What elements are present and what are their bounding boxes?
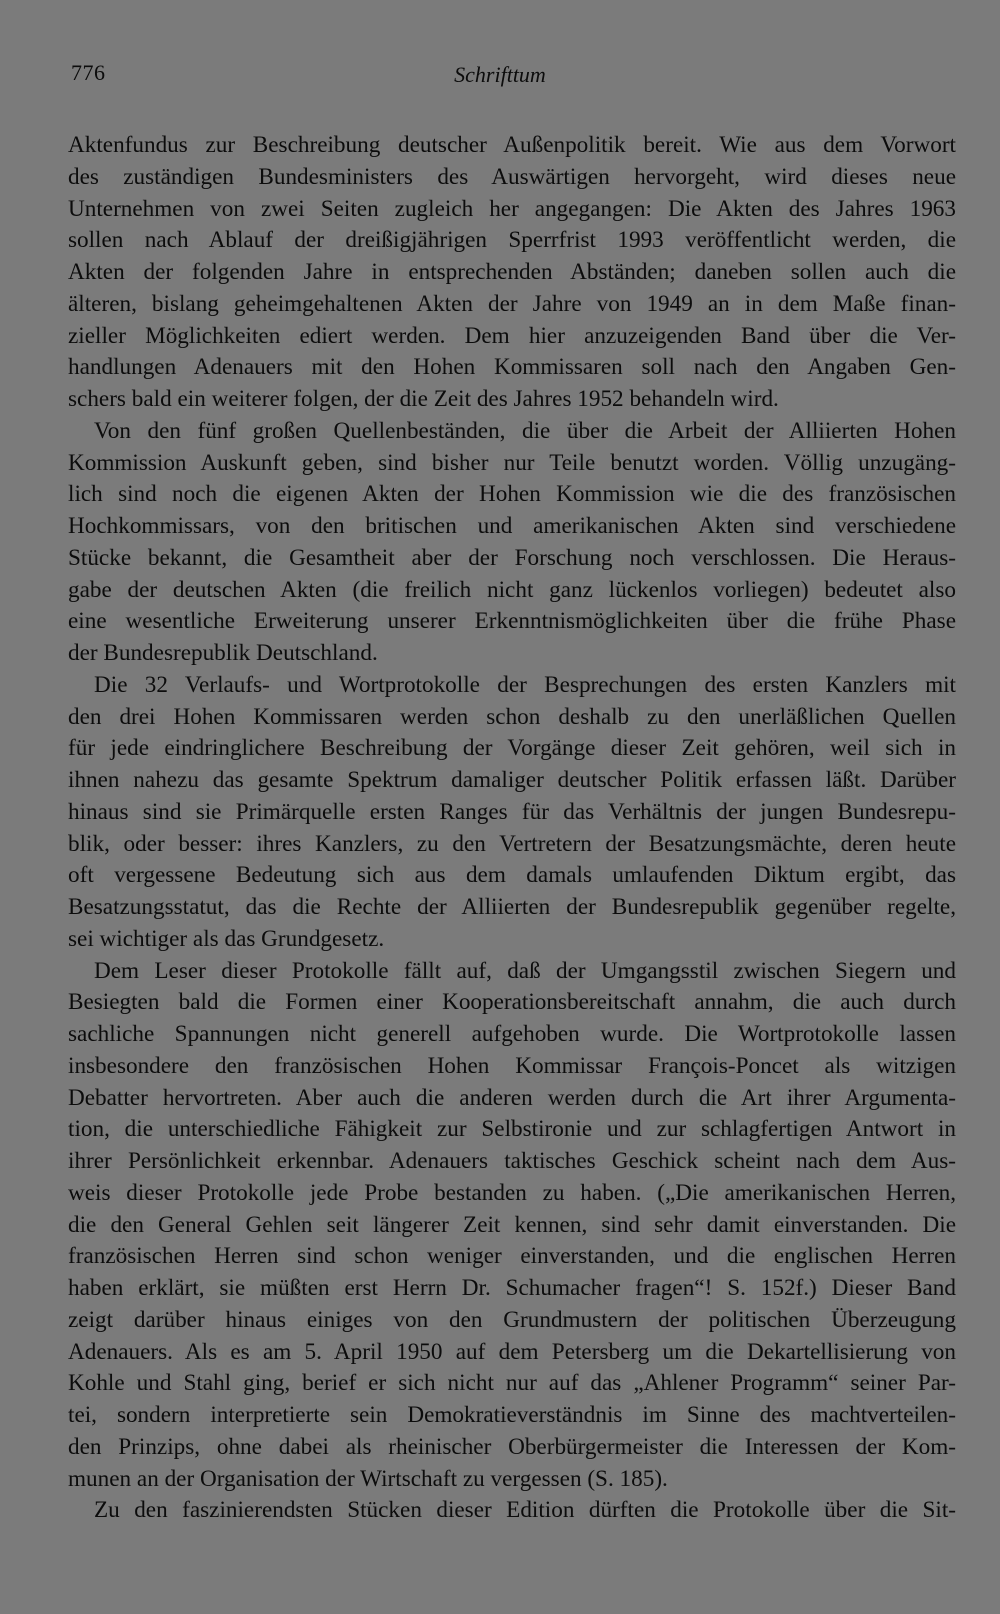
text-line: Kohle und Stahl ging, berief er sich nicht nur auf das „Ahlener Programm“ seiner Par- (68, 1370, 956, 1397)
running-head: Schrifttum (454, 62, 546, 87)
text-line: Kommission Auskunft geben, sind bisher nur Teile benutzt worden. Völlig unzugäng- (68, 449, 956, 476)
text-line: handlungen Adenauers mit den Hohen Kommissaren soll nach den Angaben Gen- (68, 354, 956, 381)
text-line: sei wichtiger als das Grundgesetz. (68, 925, 385, 952)
text-line: Hochkommissars, von den britischen und amerikanischen Akten sind verschiedene (68, 513, 956, 539)
text-line: blik, oder besser: ihres Kanzlers, zu den Vertretern der Besatzungsmächte, deren heute (68, 830, 956, 857)
text-line: zieller Möglichkeiten ediert werden. Dem hier anzuzeigenden Band über die Ver- (68, 322, 956, 349)
text-line: ihnen nahezu das gesamte Spektrum damaliger deutscher Politik erfassen läßt. Darüber (68, 767, 956, 793)
text-line: tei, sondern interpretierte sein Demokratieverständnis im Sinne des machtverteilen- (68, 1402, 956, 1428)
text-line: insbesondere den französischen Hohen Kommissar François-Poncet als witzigen (68, 1052, 956, 1079)
text-line: eine wesentliche Erweiterung unserer Erkenntnismöglichkeiten über die frühe Phase (68, 608, 956, 635)
body-text (68, 130, 956, 1527)
text-line: weis dieser Protokolle jede Probe bestanden zu haben. („Die amerikanischen Herren, (68, 1179, 956, 1206)
text-line: sachliche Spannungen nicht generell aufgehoben wurde. Die Wortprotokolle lassen (68, 1021, 956, 1047)
text-line: Debatter hervortreten. Aber auch die anderen werden durch die Art ihrer Argumenta- (68, 1084, 956, 1111)
text-line: tion, die unterschiedliche Fähigkeit zur Selbstironie und zur schlagfertigen Antwort in (68, 1116, 956, 1143)
text-line: hinaus sind sie Primärquelle ersten Ranges für das Verhältnis der jungen Bundesrepu- (68, 798, 956, 825)
text-line: oft vergessene Bedeutung sich aus dem damals umlaufenden Diktum ergibt, das (68, 862, 956, 889)
text-line: der Bundesrepublik Deutschland. (68, 640, 378, 666)
text-line: Adenauers. Als es am 5. April 1950 auf dem Petersberg um die Dekartellisierung von (68, 1338, 956, 1365)
text-line: französischen Herren sind schon weniger einverstanden, und die englischen Herren (68, 1243, 956, 1270)
text-line: zeigt darüber hinaus einiges von den Grundmustern der politischen Überzeugung (68, 1306, 956, 1333)
text-line: für jede eindringlichere Beschreibung der Vorgänge dieser Zeit gehören, weil sich in (68, 735, 956, 762)
text-line: Zu den faszinierendsten Stücken dieser Edition dürften die Protokolle über die Sit- (94, 1497, 956, 1524)
text-line: schers bald ein weiterer folgen, der die Zeit des Jahres 1952 behandeln wird. (68, 386, 779, 412)
text-line: Stücke bekannt, die Gesamtheit aber der Forschung noch verschlossen. Die Heraus- (68, 544, 956, 571)
text-line: sollen nach Ablauf der dreißigjährigen Sperrfrist 1993 veröffentlicht werden, die (68, 227, 956, 254)
text-line: Akten der folgenden Jahre in entsprechenden Abständen; daneben sollen auch die (68, 259, 956, 285)
text-line: älteren, bislang geheimgehaltenen Akten der Jahre von 1949 an in dem Maße finan- (68, 290, 956, 317)
text-line: Die 32 Verlaufs- und Wortprotokolle der Besprechungen des ersten Kanzlers mit (94, 671, 956, 698)
text-line: munen an der Organisation der Wirtschaft zu vergessen (S. 185). (68, 1465, 668, 1492)
text-line: den drei Hohen Kommissaren werden schon deshalb zu den unerläßlichen Quellen (68, 703, 956, 730)
text-line: Aktenfundus zur Beschreibung deutscher Außenpolitik bereit. Wie aus dem Vorwort (68, 132, 956, 158)
text-line: Unternehmen von zwei Seiten zugleich her angegangen: Die Akten des Jahres 1963 (68, 195, 956, 222)
text-line: ihrer Persönlichkeit erkennbar. Adenauers taktisches Geschick scheint nach dem Aus- (68, 1148, 956, 1174)
text-line: des zuständigen Bundesministers des Auswärtigen hervorgeht, wird dieses neue (68, 163, 956, 190)
text-line: Besiegten bald die Formen einer Kooperationsbereitschaft annahm, die auch durch (68, 989, 956, 1016)
text-line: Von den fünf großen Quellenbeständen, die über die Arbeit der Alliierten Hohen (94, 417, 956, 444)
page-number: 776 (71, 60, 106, 85)
text-line: den Prinzips, ohne dabei als rheinischer Oberbürgermeister die Interessen der Kom- (68, 1433, 956, 1460)
text-line: Besatzungsstatut, das die Rechte der Alliierten der Bundesrepublik gegenüber regelte, (68, 894, 956, 920)
text-line: Dem Leser dieser Protokolle fällt auf, daß der Umgangsstil zwischen Siegern und (94, 957, 956, 984)
text-line: gabe der deutschen Akten (die freilich nicht ganz lückenlos vorliegen) bedeutet also (68, 576, 956, 603)
text-line: haben erklärt, sie müßten erst Herrn Dr. Schumacher fragen“! S. 152f.) Dieser Band (68, 1275, 956, 1301)
text-line: lich sind noch die eigenen Akten der Hohen Kommission wie die des französischen (68, 481, 956, 508)
text-line: die den General Gehlen seit längerer Zeit kennen, sind sehr damit einverstanden. Die (68, 1211, 956, 1238)
